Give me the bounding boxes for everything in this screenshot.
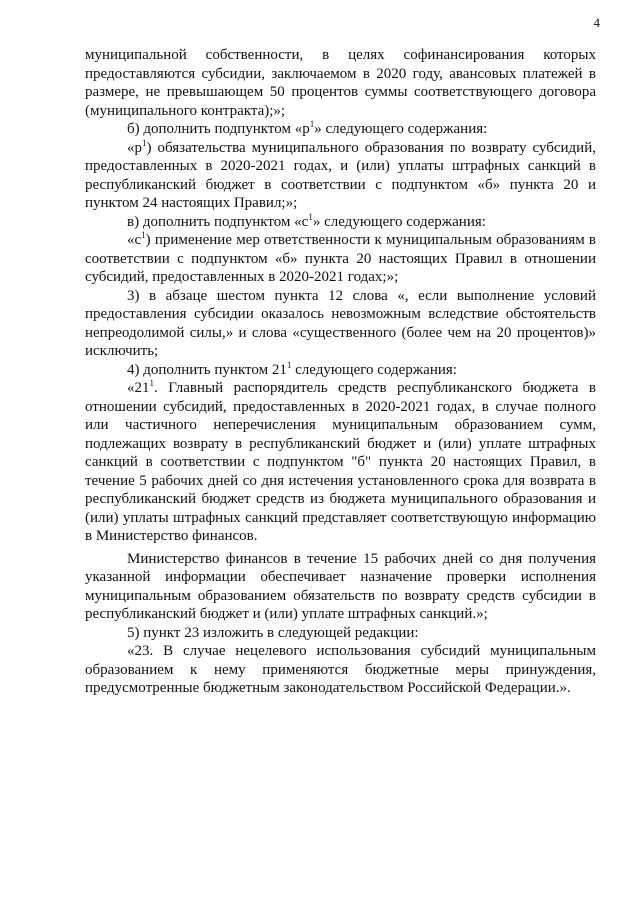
paragraph-item-4 bbox=[85, 361, 596, 380]
paragraph-text: в) дополнить подпунктом «с bbox=[127, 213, 309, 230]
page-number: 4 bbox=[593, 15, 600, 30]
superscript: 1 bbox=[309, 119, 315, 129]
paragraph-amendment-b bbox=[85, 120, 596, 139]
paragraph-ministry-check: Министерство финансов в течение 15 рабочих дней со дня получения указанной информации обеспечивает назначение проверки исполнения муниципальным образованием обязательств по возврату средств субсидии в республиканский бюджет и (или) уплате штрафных санкций.»; bbox=[85, 550, 596, 622]
paragraph-text: «21 bbox=[127, 380, 150, 396]
paragraph-subclause-s1 bbox=[85, 231, 596, 287]
superscript: 1 bbox=[141, 230, 146, 240]
paragraph-continuation: муниципальной собственности, в целях софинансирования которых предоставляются субсидии, заключаемом в 2020 году, авансовых платежей в размере, не превышающем 50 процентов суммы соответствующего договора (муниципального контракта);»; bbox=[85, 47, 596, 119]
paragraph-subclause-r1 bbox=[85, 139, 596, 213]
paragraph-text: «р bbox=[127, 139, 142, 156]
paragraph-text: следующего содержания: bbox=[291, 361, 457, 378]
paragraph-clause-21-1 bbox=[85, 379, 596, 546]
paragraph-text: » следующего содержания: bbox=[314, 121, 488, 137]
superscript: 1 bbox=[308, 211, 313, 222]
superscript: 1 bbox=[286, 359, 292, 370]
paragraph-text: «с bbox=[127, 232, 142, 248]
paragraph-amendment-v bbox=[85, 213, 596, 232]
superscript: 1 bbox=[142, 137, 147, 148]
paragraph-text: . Главный распорядитель средств республиканского бюджета в отношении субсидий, предоставленных в 2020-2021 годах, в случае полного или частичного неперечисления муниципальным образованием сумм, подлежащих возврату в республиканский бюджет и (или) уплате штрафных санкций в соответствии с подпунктом "б" пункта 20 настоящих Правил, в течение 5 рабочих дней со дня истечения установленного срока для возврата в республиканский бюджет средств из бюджета муниципального образования и (или) уплаты штрафных санкций представляет соответствующую информацию в Министерство финансов. bbox=[85, 380, 596, 544]
paragraph-item-5: 5) пункт 23 изложить в следующей редакции: bbox=[127, 624, 419, 641]
paragraph-text: б) дополнить подпунктом «р bbox=[127, 121, 310, 137]
paragraph-text: ) обязательства муниципального образования по возврату субсидий, предоставленных в 2020-2021 годах, и (или) уплаты штрафных санкций в республиканский бюджет в соответствии с подпунктом «б» пункта 20 и пунктом 24 настоящих Правил;»; bbox=[85, 139, 596, 211]
paragraph-text: ) применение мер ответственности к муниципальным образованиям в соответствии с подпунктом «б» пункта 20 настоящих Правил в отношении субсидий, предоставленных в 2020-2021 годах;»; bbox=[85, 232, 596, 285]
paragraph-text: 4) дополнить пунктом 21 bbox=[127, 361, 287, 378]
paragraph-clause-23: «23. В случае нецелевого использования субсидий муниципальным образованием к нему применяются бюджетные меры принуждения, предусмотренные бюджетным законодательством Российской Федерации.». bbox=[85, 643, 596, 696]
paragraph-text: » следующего содержания: bbox=[312, 213, 486, 230]
paragraph-item-3: 3) в абзаце шестом пункта 12 слова «, если выполнение условий предоставления субсидии оказалось невозможным вследствие обстоятельств непреодолимой силы,» и слова «существенного (более чем на 20 процентов)» исключить; bbox=[85, 287, 596, 359]
superscript: 1 bbox=[149, 378, 154, 388]
